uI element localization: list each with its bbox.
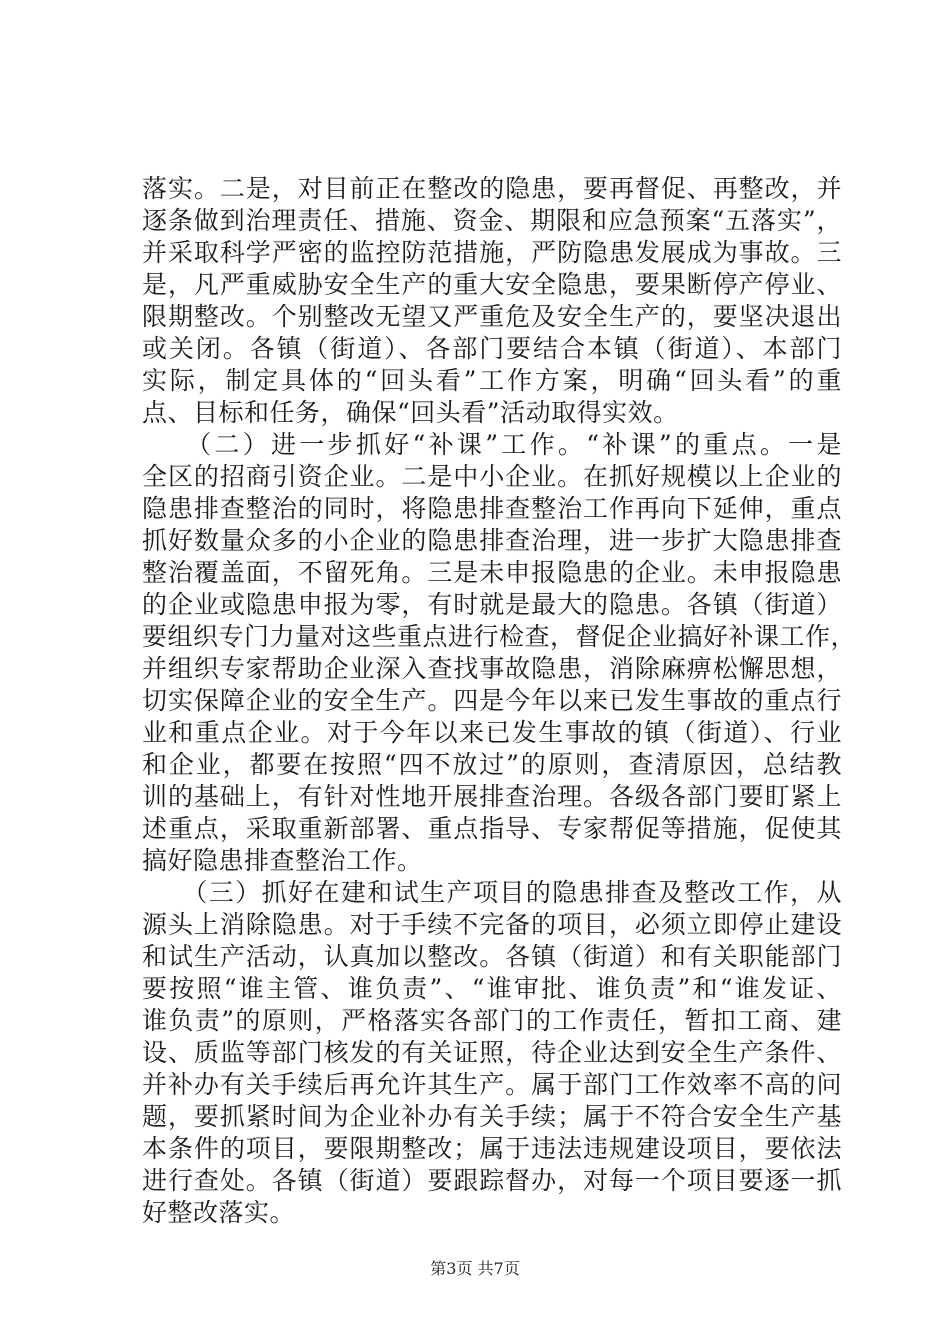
text-line: 训的基础上，有针对性地开展排查治理。各级各部门要盯紧上: [142, 782, 842, 811]
text-line: 是，凡严重威胁安全生产的重大安全隐患，要果断停产停业、: [142, 270, 842, 299]
text-line: 并组织专家帮助企业深入查找事故隐患，消除麻痹松懈思想，: [142, 654, 842, 683]
text-line: 点、目标和任务，确保“回头看”活动取得实效。: [142, 398, 679, 427]
text-line: 落实。二是，对目前正在整改的隐患，要再督促、再整改，并: [142, 174, 842, 203]
text-line: 和试生产活动，认真加以整改。各镇（街道）和有关职能部门: [142, 942, 842, 971]
text-line: 述重点，采取重新部署、重点指导、专家帮促等措施，促使其: [142, 814, 842, 843]
text-line: 限期整改。个别整改无望又严重危及安全生产的，要坚决退出: [142, 302, 842, 331]
body-text: [142, 173, 857, 1229]
text-line: 好整改落实。: [142, 1198, 296, 1227]
text-line: 本条件的项目，要限期整改；属于违法违规建设项目，要依法: [142, 1134, 842, 1163]
text-line: 的企业或隐患申报为零，有时就是最大的隐患。各镇（街道）: [142, 590, 842, 619]
text-line: 谁负责”的原则，严格落实各部门的工作责任，暂扣工商、建: [142, 1006, 842, 1035]
text-line: 隐患排查整治的同时，将隐患排查整治工作再向下延伸，重点: [142, 494, 842, 523]
text-line: 源头上消除隐患。对于手续不完备的项目，必须立即停止建设: [142, 910, 842, 939]
text-line: 或关闭。各镇（街道）、各部门要结合本镇（街道）、本部门: [142, 334, 842, 363]
text-line: 业和重点企业。对于今年以来已发生事故的镇（街道）、行业: [142, 718, 842, 747]
page-number-footer: 第3页 共7页: [430, 1259, 520, 1278]
text-line: 进行查处。各镇（街道）要跟踪督办，对每一个项目要逐一抓: [142, 1166, 842, 1195]
text-line: 切实保障企业的安全生产。四是今年以来已发生事故的重点行: [142, 686, 842, 715]
text-line: 搞好隐患排查整治工作。: [142, 846, 423, 875]
text-line: 逐条做到治理责任、措施、资金、期限和应急预案“五落实”，: [142, 206, 842, 235]
text-line: 实际，制定具体的“回头看”工作方案，明确“回头看”的重: [142, 366, 842, 395]
text-line: 题，要抓紧时间为企业补办有关手续；属于不符合安全生产基: [142, 1102, 842, 1131]
text-line: （三）抓好在建和试生产项目的隐患排查及整改工作，从: [142, 878, 842, 907]
text-line: 要组织专门力量对这些重点进行检查，督促企业搞好补课工作，: [142, 622, 857, 651]
text-line: （二）进一步抓好“补课”工作。“补课”的重点。一是: [142, 430, 842, 459]
text-line: 抓好数量众多的小企业的隐患排查治理，进一步扩大隐患排查: [142, 526, 842, 555]
text-line: 并补办有关手续后再允许其生产。属于部门工作效率不高的问: [142, 1070, 842, 1099]
text-line: 设、质监等部门核发的有关证照，待企业达到安全生产条件、: [142, 1038, 842, 1067]
text-line: 整治覆盖面，不留死角。三是未申报隐患的企业。未申报隐患: [142, 558, 842, 587]
text-line: 要按照“谁主管、谁负责”、“谁审批、谁负责”和“谁发证、: [142, 974, 842, 1003]
text-line: 和企业，都要在按照“四不放过”的原则，查清原因，总结教: [142, 750, 842, 779]
text-line: 并采取科学严密的监控防范措施，严防隐患发展成为事故。三: [142, 238, 842, 267]
text-line: 全区的招商引资企业。二是中小企业。在抓好规模以上企业的: [142, 462, 842, 491]
